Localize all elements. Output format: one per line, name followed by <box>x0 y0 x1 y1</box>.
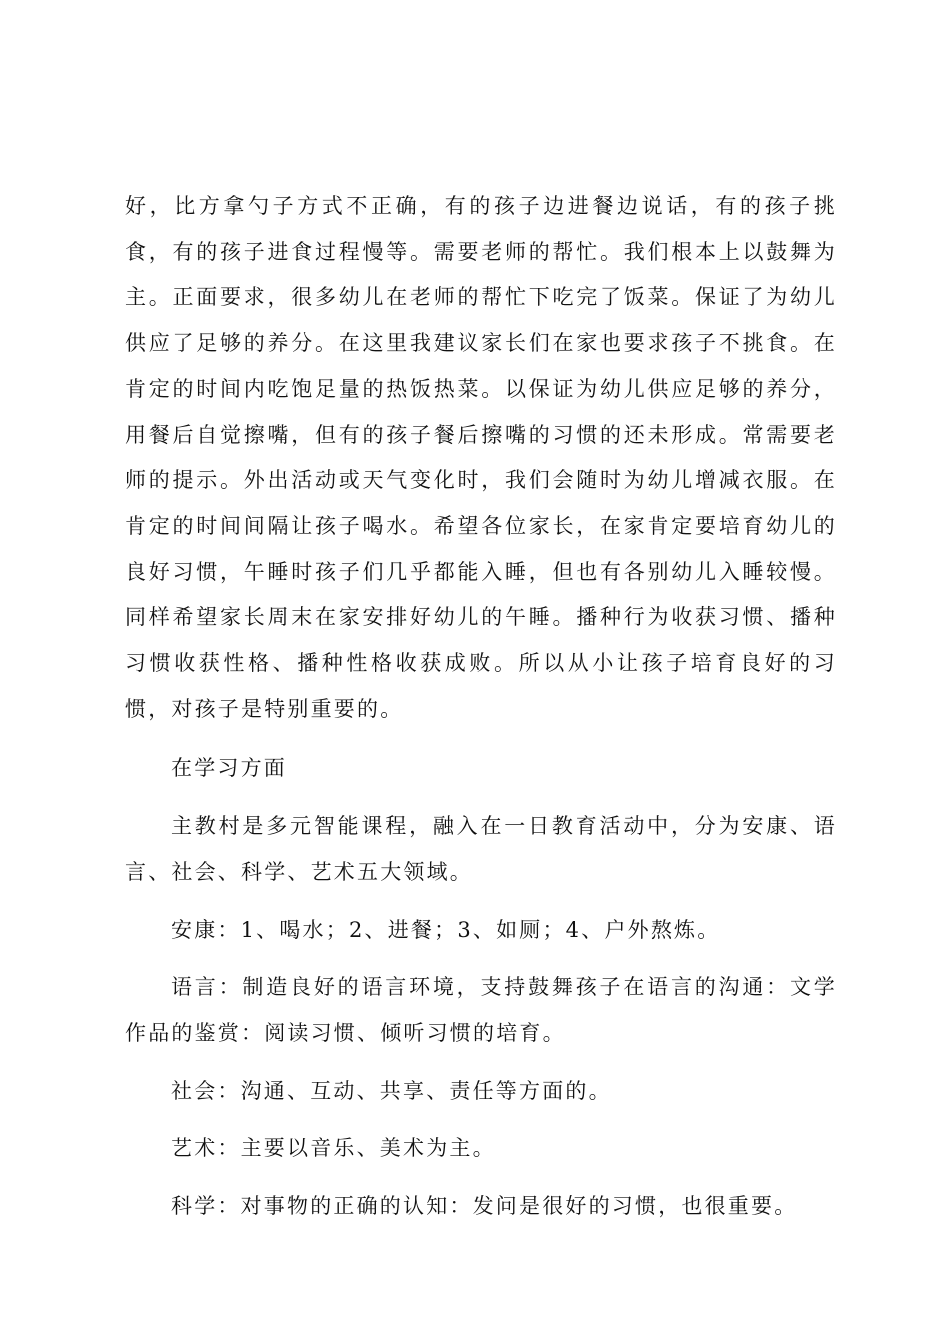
paragraph-curriculum: 主教村是多元智能课程，融入在一日教育活动中，分为安康、语言、社会、科学、艺术五大领域。 <box>125 814 837 884</box>
paragraph-language: 语言：制造良好的语言环境，支持鼓舞孩子在语言的沟通：文学作品的鉴赏：阅读习惯、倾听习惯的培育。 <box>125 975 837 1045</box>
paragraph-art: 艺术：主要以音乐、美术为主。 <box>171 1136 496 1161</box>
section-heading-learning: 在学习方面 <box>171 756 287 781</box>
paragraph-routine-habits: 好，比方拿勺子方式不正确，有的孩子边进餐边说话，有的孩子挑食，有的孩子进食过程慢等。需要老师的帮忙。我们根本上以鼓舞为主。正面要求，很多幼儿在老师的帮忙下吃完了饭菜。保证了为幼儿供应了足够的养分。在这里我建议家长们在家也要求孩子不挑食。在肯定的时间内吃饱足量的热饭热菜。以保证为幼儿供应足够的养分，用餐后自觉擦嘴，但有的孩子餐后擦嘴的习惯的还未形成。常需要老师的提示。外出活动或天气变化时，我们会随时为幼儿增减衣服。在肯定的时间间隔让孩子喝水。希望各位家长，在家肯定要培育幼儿的良好习惯，午睡时孩子们几乎都能入睡，但也有各别幼儿入睡较慢。同样希望家长周末在家安排好幼儿的午睡。播种行为收获习惯、播种习惯收获性格、播种性格收获成败。所以从小让孩子培育良好的习惯，对孩子是特别重要的。 <box>125 194 837 721</box>
paragraph-health: 安康：1、喝水；2、进餐；3、如厕；4、户外熬炼。 <box>171 917 721 942</box>
document-body <box>125 184 837 1230</box>
paragraph-society: 社会：沟通、互动、共享、责任等方面的。 <box>171 1078 612 1103</box>
paragraph-science: 科学：对事物的正确的认知：发问是很好的习惯，也很重要。 <box>171 1194 798 1219</box>
